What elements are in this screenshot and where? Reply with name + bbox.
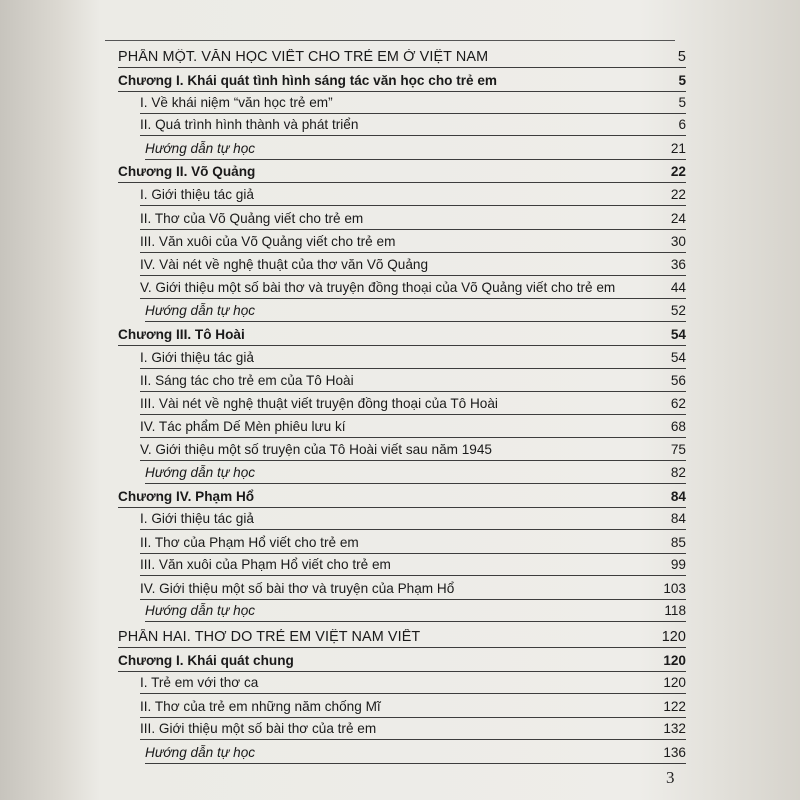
toc-entry-page: 52 [670, 303, 686, 318]
toc-entry-title: Hướng dẫn tự học [145, 303, 256, 318]
toc-entry-title: IV. Tác phẩm Dế Mèn phiêu lưu kí [140, 419, 346, 434]
toc-row-section [140, 114, 686, 136]
toc-entry-page: 82 [670, 465, 686, 480]
toc-row-section [140, 554, 686, 576]
toc-entry-title: Chương I. Khái quát tình hình sáng tác văn học cho trẻ em [118, 73, 498, 88]
toc-row-chapter [118, 70, 686, 92]
toc-row-section [140, 532, 686, 554]
toc-entry-page: 56 [670, 373, 686, 388]
toc-entry-page: 44 [670, 280, 686, 295]
toc-row-chapter [118, 650, 686, 672]
toc-entry-page: 54 [670, 327, 686, 342]
toc-entry-page: 120 [663, 675, 686, 690]
toc-row-section [140, 231, 686, 253]
toc-row-section [140, 672, 686, 694]
toc-entry-title: IV. Giới thiệu một số bài thơ và truyện của Phạm Hổ [140, 581, 455, 596]
toc-entry-title: III. Vài nét về nghệ thuật viết truyện đồng thoại của Tô Hoài [140, 396, 498, 411]
toc-entry-page: 22 [670, 164, 686, 179]
toc-entry-page: 5 [677, 49, 686, 65]
toc-entry-page: 22 [670, 187, 686, 202]
toc-entry-page: 120 [661, 629, 686, 645]
toc-entry-title: V. Giới thiệu một số bài thơ và truyện đồng thoại của Võ Quảng viết cho trẻ em [140, 280, 616, 295]
toc-entry-page: 99 [670, 557, 686, 572]
toc-row-section [140, 393, 686, 415]
toc-entry-page: 84 [670, 511, 686, 526]
toc-entry-title: Hướng dẫn tự học [145, 745, 256, 760]
toc-row-section [140, 508, 686, 530]
toc-entry-page: 54 [670, 350, 686, 365]
toc-row-section [140, 439, 686, 461]
toc-entry-title: I. Giới thiệu tác giả [140, 187, 254, 202]
toc-row-guide [145, 462, 686, 484]
toc-row-guide [145, 600, 686, 622]
toc-entry-title: Chương III. Tô Hoài [118, 327, 245, 342]
toc-entry-page: 24 [670, 211, 686, 226]
toc-entry-title: IV. Vài nét về nghệ thuật của thơ văn Võ Quảng [140, 257, 429, 272]
toc-entry-title: II. Thơ của Võ Quảng viết cho trẻ em [140, 211, 364, 226]
toc-entry-title: III. Văn xuôi của Võ Quảng viết cho trẻ em [140, 234, 396, 249]
toc-row-section [140, 370, 686, 392]
toc-entry-page: 5 [678, 95, 686, 110]
toc-entry-page: 68 [670, 419, 686, 434]
toc-entry-title: I. Giới thiệu tác giả [140, 511, 254, 526]
toc-entry-page: 136 [663, 745, 686, 760]
toc-entry-page: 36 [670, 257, 686, 272]
toc-entry-title: V. Giới thiệu một số truyện của Tô Hoài viết sau năm 1945 [140, 442, 492, 457]
toc-row-section [140, 696, 686, 718]
toc-row-chapter [118, 486, 686, 508]
toc-entry-title: PHẦN HAI. THƠ DO TRẺ EM VIỆT NAM VIẾT [118, 629, 421, 645]
toc-row-part [118, 46, 686, 68]
toc-entry-page: 118 [664, 603, 686, 618]
toc-row-chapter [118, 324, 686, 346]
page-number: 3 [666, 768, 675, 787]
toc-row-section [140, 578, 686, 600]
toc-entry-page: 132 [663, 721, 686, 736]
toc-entry-title: Chương II. Võ Quảng [118, 164, 256, 179]
toc-entry-title: Hướng dẫn tự học [145, 465, 256, 480]
toc-entry-title: III. Văn xuôi của Phạm Hổ viết cho trẻ em [140, 557, 391, 572]
toc-row-chapter [118, 161, 686, 183]
toc-entry-title: Chương IV. Phạm Hổ [118, 489, 255, 504]
toc-entry-title: III. Giới thiệu một số bài thơ của trẻ em [140, 721, 377, 736]
toc-entry-title: Chương I. Khái quát chung [118, 653, 294, 668]
toc-entry-title: I. Trẻ em với thơ ca [140, 675, 259, 690]
toc-row-section [140, 416, 686, 438]
toc-row-section [140, 347, 686, 369]
toc-entry-title: PHẦN MỘT. VĂN HỌC VIẾT CHO TRẺ EM Ở VIỆT NAM [118, 49, 489, 65]
toc-entry-page: 85 [670, 535, 686, 550]
toc-entry-title: II. Sáng tác cho trẻ em của Tô Hoài [140, 373, 354, 388]
toc-entry-page: 84 [670, 489, 686, 504]
toc-row-section [140, 254, 686, 276]
toc-row-guide [145, 300, 686, 322]
toc-entry-title: II. Thơ của Phạm Hổ viết cho trẻ em [140, 535, 359, 550]
toc-entry-page: 75 [670, 442, 686, 457]
toc-entry-title: II. Quá trình hình thành và phát triển [140, 117, 359, 132]
toc-entry-page: 103 [663, 581, 686, 596]
toc-row-guide [145, 742, 686, 764]
toc-row-guide [145, 138, 686, 160]
toc-row-section [140, 277, 686, 299]
toc-row-section [140, 208, 686, 230]
toc-row-section [140, 718, 686, 740]
toc-entry-page: 6 [678, 117, 686, 132]
toc-entry-title: Hướng dẫn tự học [145, 141, 256, 156]
toc-entry-title: Hướng dẫn tự học [145, 603, 256, 618]
toc-entry-title: II. Thơ của trẻ em những năm chống Mĩ [140, 699, 381, 714]
toc-entry-title: I. Về khái niệm “văn học trẻ em” [140, 95, 333, 110]
toc-row-section [140, 184, 686, 206]
toc-entry-page: 21 [670, 141, 686, 156]
toc-row-section [140, 92, 686, 114]
toc-entry-page: 30 [670, 234, 686, 249]
toc-entry-page: 5 [678, 73, 686, 88]
toc-entry-page: 62 [670, 396, 686, 411]
toc-entry-page: 120 [663, 653, 686, 668]
toc-entry-title: I. Giới thiệu tác giả [140, 350, 254, 365]
toc-entry-page: 122 [663, 699, 686, 714]
toc-row-part [118, 626, 686, 648]
